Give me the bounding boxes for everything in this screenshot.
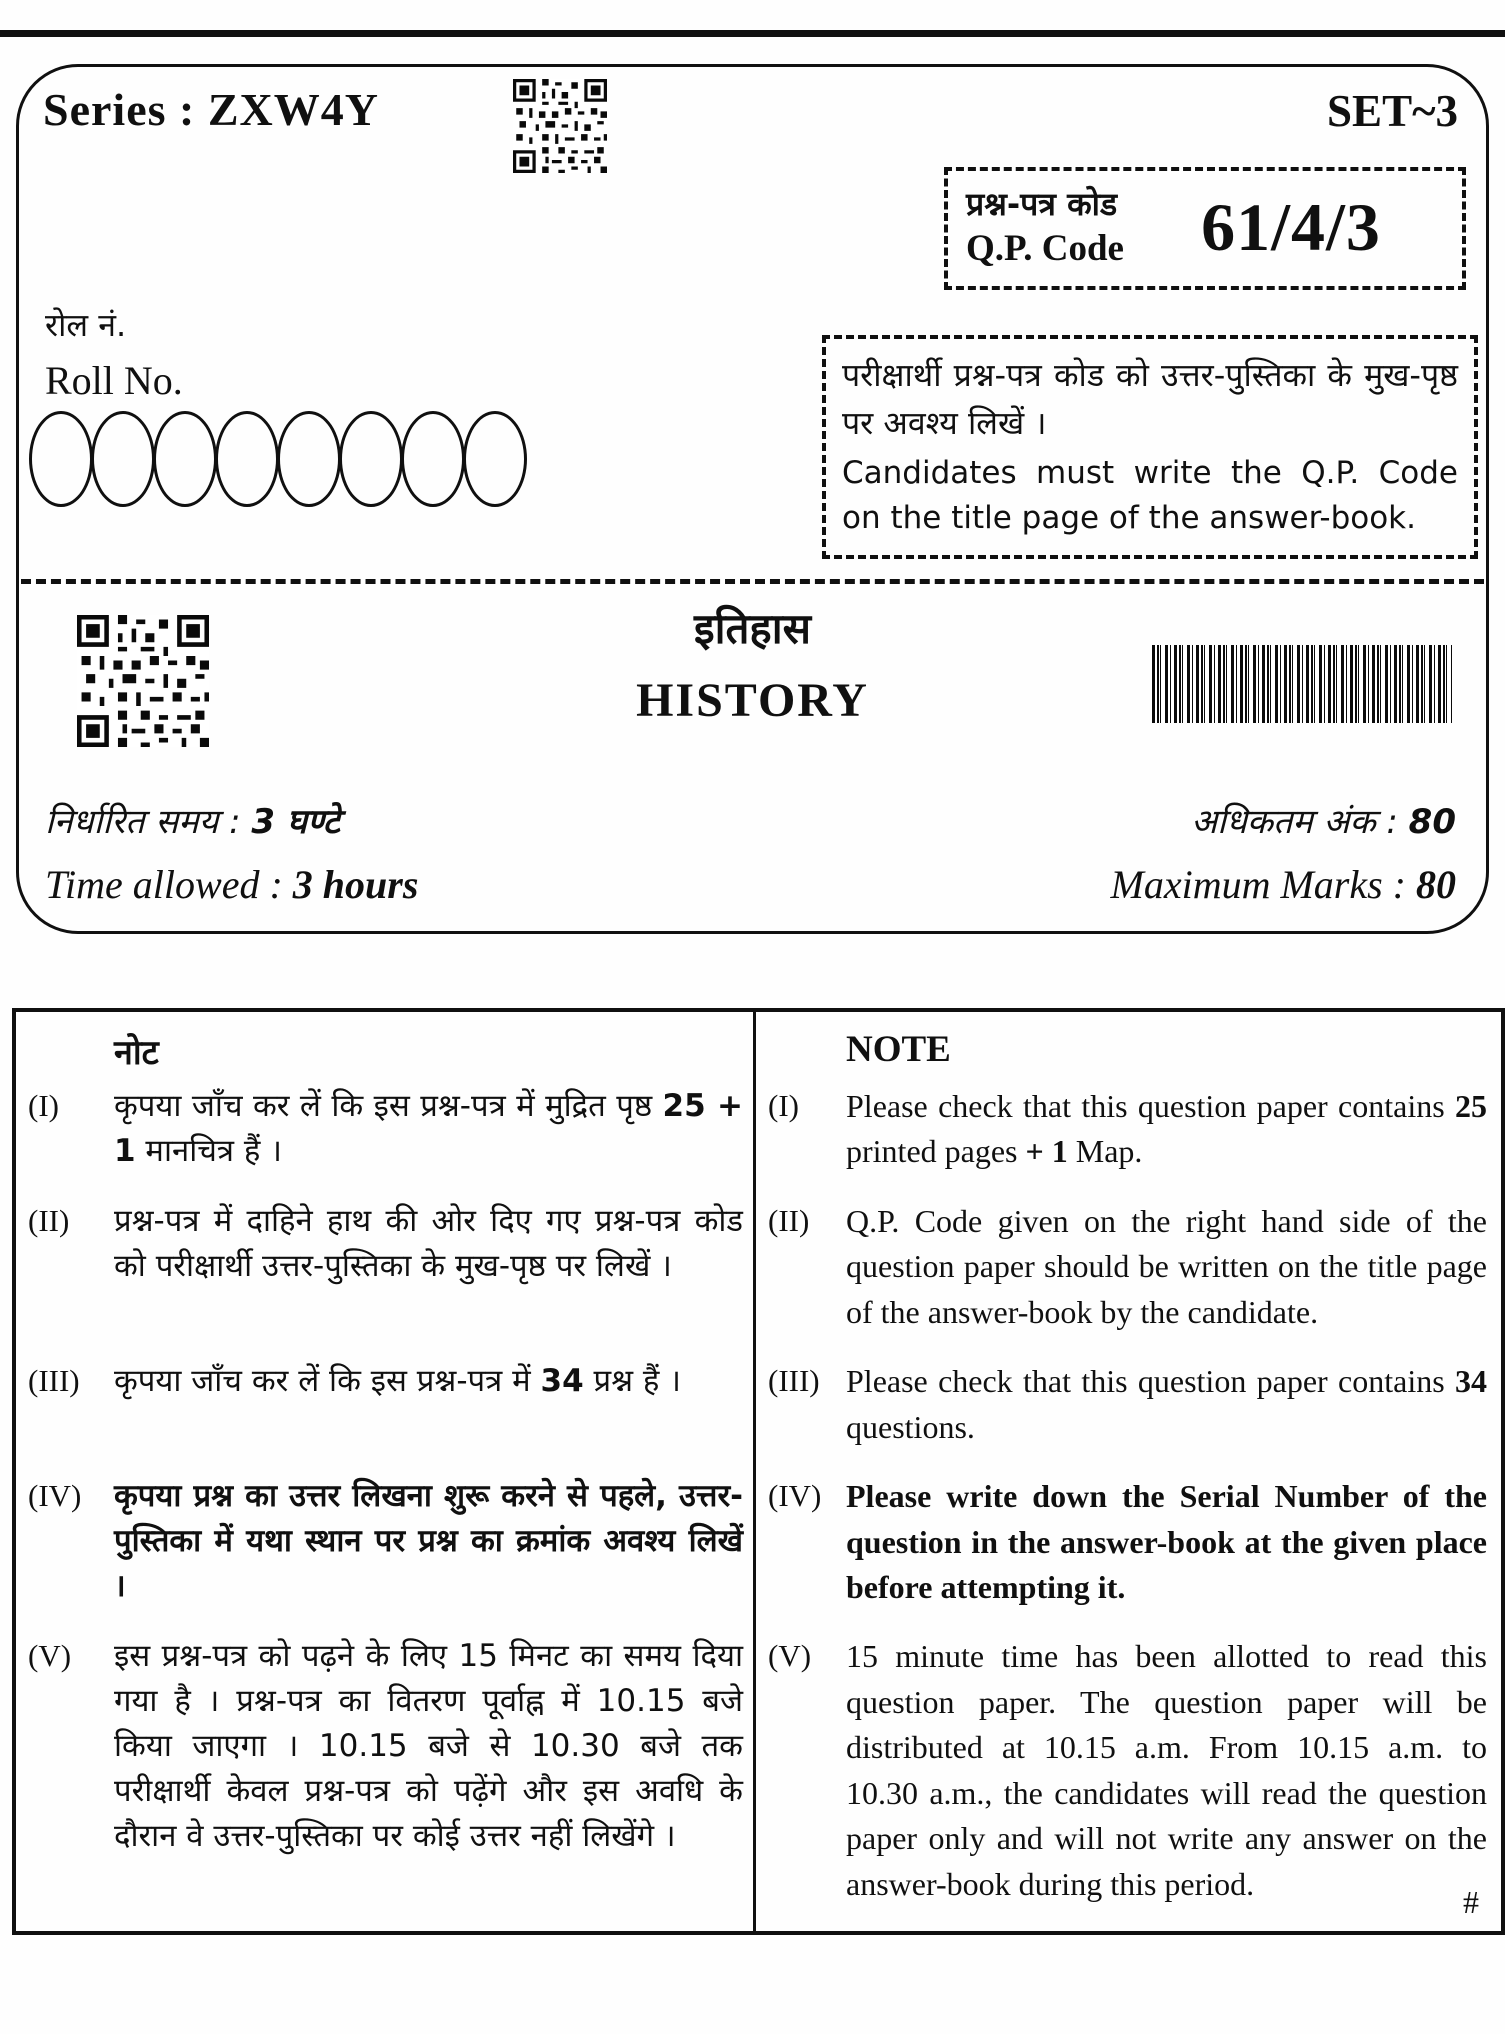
note-row-number: (IV) — [28, 1478, 82, 1514]
note-row-number: (V) — [28, 1638, 72, 1674]
note-row-text-english: Q.P. Code given on the right hand side of the question paper should be written on the title page of the answer-book by the candidate. — [846, 1202, 1487, 1330]
note-header-english: NOTE — [753, 1012, 1501, 1084]
series-label: Series : ZXW4Y — [43, 84, 379, 135]
subject-title-hindi: इतिहास — [693, 604, 811, 653]
note-row-number: (III) — [768, 1363, 820, 1399]
subject-title-english: HISTORY — [636, 674, 869, 727]
note-header-hindi: नोट — [16, 1012, 753, 1084]
qr-code-icon — [513, 79, 607, 173]
roll-circle — [401, 411, 465, 507]
note-row-hindi — [16, 1359, 753, 1474]
top-rule — [0, 30, 1505, 37]
note-row-text-hindi: प्रश्न-पत्र में दाहिने हाथ की ओर दिए गए प्रश्न-पत्र कोड को परीक्षार्थी उत्तर-पुस्तिका के मुख-पृष्ठ पर लिखें । — [114, 1202, 743, 1284]
note-row-hindi — [16, 1474, 753, 1634]
note-row-english — [753, 1199, 1501, 1359]
note-row-number: (III) — [28, 1363, 80, 1399]
note-table — [12, 1008, 1505, 1935]
roll-circle — [29, 411, 93, 507]
qp-code-box — [944, 167, 1466, 290]
note-row-english — [753, 1474, 1501, 1634]
roll-circle — [339, 411, 403, 507]
time-allowed-hindi: निर्धारित समय : 3 घण्टे — [45, 802, 340, 842]
candidate-note-english: Candidates must write the Q.P. Code on the title page of the answer-book. — [842, 455, 1458, 536]
note-row-hindi — [16, 1634, 753, 1931]
note-row-hindi — [16, 1199, 753, 1359]
time-marks-row-english — [45, 861, 1456, 908]
time-allowed-english: Time allowed : 3 hours — [45, 862, 419, 907]
note-row-number: (I) — [28, 1088, 59, 1123]
note-row-number: (II) — [28, 1202, 70, 1238]
header-box — [16, 64, 1489, 934]
roll-circle — [277, 411, 341, 507]
note-grid — [16, 1012, 1501, 1931]
roll-circle — [463, 411, 527, 507]
roll-circle — [153, 411, 217, 507]
note-row-text-english: 15 minute time has been allotted to read this question paper. The question paper will be distributed at 10.15 a.m. From 10.15 a.m. to 10.30 a.m., the candidates will read the question paper only and will not write any answer on the answer-book during this period. — [846, 1638, 1487, 1902]
max-marks-english: Maximum Marks : 80 — [1110, 862, 1456, 907]
barcode — [1152, 645, 1452, 723]
note-row-number: (I) — [768, 1088, 799, 1123]
note-row-number: (II) — [768, 1202, 810, 1238]
roll-circle — [215, 411, 279, 507]
end-mark: # — [1463, 1884, 1479, 1920]
candidate-note-hindi: परीक्षार्थी प्रश्न-पत्र कोड को उत्तर-पुस्तिका के मुख-पृष्ठ पर अवश्य लिखें । — [842, 356, 1458, 442]
roll-no-label-hindi: रोल नं. — [45, 306, 127, 344]
roll-no-label-english: Roll No. — [45, 358, 183, 403]
roll-no-circles — [29, 411, 525, 507]
note-row-text-english: Please check that this question paper contains 25 printed pages + 1 Map. — [846, 1088, 1487, 1170]
qp-code-label-english: Q.P. Code — [966, 228, 1124, 270]
qp-code-value: 61/4/3 — [1201, 189, 1381, 266]
note-row-number: (V) — [768, 1638, 812, 1674]
dashed-separator — [21, 579, 1484, 584]
note-row-english — [753, 1084, 1501, 1199]
note-row-english — [753, 1359, 1501, 1474]
set-label: SET~3 — [1327, 86, 1458, 136]
note-row-english — [753, 1634, 1501, 1931]
note-row-text-english: Please check that this question paper contains 34 questions. — [846, 1363, 1487, 1445]
max-marks-hindi: अधिकतम अंक : 80 — [1191, 802, 1456, 842]
qp-code-label-hindi: प्रश्न-पत्र कोड — [966, 185, 1118, 223]
qp-code-labels — [966, 183, 1124, 272]
note-row-number: (IV) — [768, 1478, 822, 1514]
note-row-text-hindi: इस प्रश्न-पत्र को पढ़ने के लिए 15 मिनट का समय दिया गया है । प्रश्न-पत्र का वितरण पूर्वाह्न में 10.15 बजे किया जाएगा । 10.15 बजे से 10.30 बजे तक परीक्षार्थी केवल प्रश्न-पत्र को पढ़ेंगे और इस अवधि के दौरान वे उत्तर-पुस्तिका पर कोई उत्तर नहीं लिखेंगे । — [114, 1638, 743, 1855]
candidate-note-box — [822, 335, 1478, 559]
note-row-text-hindi: कृपया जाँच कर लें कि इस प्रश्न-पत्र में 34 प्रश्न हैं । — [114, 1363, 681, 1400]
note-row-text-hindi: कृपया प्रश्न का उत्तर लिखना शुरू करने से पहले, उत्तर-पुस्तिका में यथा स्थान पर प्रश्न का क्रमांक अवश्य लिखें । — [114, 1478, 743, 1604]
time-marks-row-hindi — [45, 797, 1456, 843]
note-row-text-hindi: कृपया जाँच कर लें कि इस प्रश्न-पत्र में मुद्रित पृष्ठ 25 + 1 मानचित्र हैं । — [114, 1088, 743, 1169]
roll-circle — [91, 411, 155, 507]
note-row-text-english: Please write down the Serial Number of the question in the answer-book at the given place before attempting it. — [846, 1478, 1487, 1605]
note-row-hindi — [16, 1084, 753, 1199]
